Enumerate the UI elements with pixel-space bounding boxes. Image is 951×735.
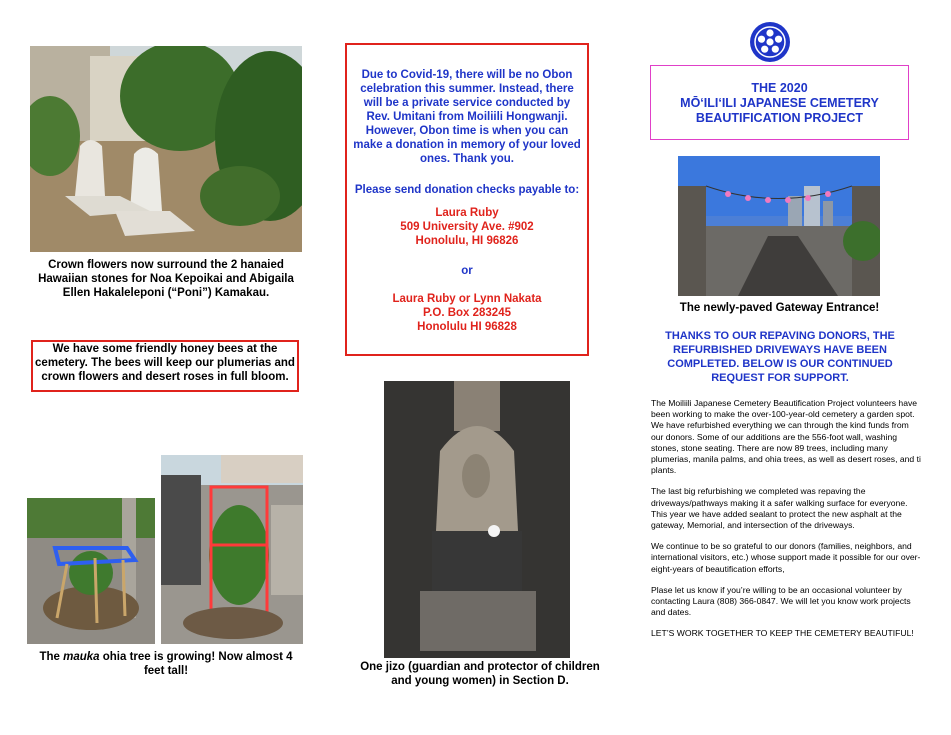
gateway-caption: The newly-paved Gateway Entrance! [679,302,880,314]
jizo-photo [384,381,570,658]
thanks-message: THANKS TO OUR REPAVING DONORS, THE REFURBISHED DRIVEWAYS HAVE BEEN COMPLETED. BELOW IS OUR CONTINUED REQUEST FOR SUPPORT. [665,330,895,384]
address-1: Laura Ruby 509 University Ave. #902 Honolulu, HI 96826 [400,207,534,247]
jizo-caption: One jizo (guardian and protector of children and young women) in Section D. [360,661,600,687]
crest-logo [749,21,791,63]
obon-notice: Due to Covid-19, there will be no Obon celebration this summer. Instead, there will be a private service conducted by Rev. Umitani from Moiliili Hongwanji. However, Obon time is when you can make a donation in memory of your loved ones. Thank you. [353,69,581,165]
ohia-tree-photo-1 [27,498,155,644]
checks-payable-heading: Please send donation checks payable to: [354,184,580,196]
gateway-photo [678,156,880,296]
hawaiian-stones-photo [30,46,302,252]
ohia-tree-photo-2 [161,455,303,644]
address-2: Laura Ruby or Lynn Nakata P.O. Box 283245 Honolulu HI 96828 [392,293,542,333]
bees-note: We have some friendly honey bees at the cemetery. The bees will keep our plumerias and crown flowers and desert roses in full bloom. [35,343,295,383]
paragraph: The last big refurbishing we completed was repaving the driveways/pathways making it a safer walking surface for everyone. This year we have added sealant to protect the new asphalt at the gateway, Memorial, and intersection of the driveways. [651,486,908,531]
project-title: THE 2020 MŌ‘ILI‘ILI JAPANESE CEMETERY BEAUTIFICATION PROJECT [680,81,879,125]
stones-caption: Crown flowers now surround the 2 hanaied Hawaiian stones for Noa Kepoikai and Abigaila Ellen Hakaleleponi (“Poni”) Kamakau. [38,259,294,299]
project-description [651,398,923,650]
paragraph: Plase let us know if you’re willing to be an occasional volunteer by contacting Laura (808) 366-0847. We will let you know work projects and dates. [651,584,911,618]
paragraph: We continue to be so grateful to our donors (families, neighbors, and international visitors, etc.) whose support made it possible for our over-eight-years of beautification efforts, [651,541,921,574]
ohia-caption: The mauka ohia tree is growing! Now almost 4 feet tall! [39,651,293,677]
closing-line: LET’S WORK TOGETHER TO KEEP THE CEMETERY BEAUTIFUL! [651,628,914,639]
paragraph: The Moiliili Japanese Cemetery Beautification Project volunteers have been working to make the over-100-year-old cemetery a garden spot. We have refurbished everything we can through the kind funds from our donors. Some of our additions are the 556-foot wall, washing stones, stone seating. There are now 89 trees, including many plumerias, manila palms, and ohia trees, as well as desert roses, and ti plants. [651,398,921,476]
or-label: or [461,265,473,277]
